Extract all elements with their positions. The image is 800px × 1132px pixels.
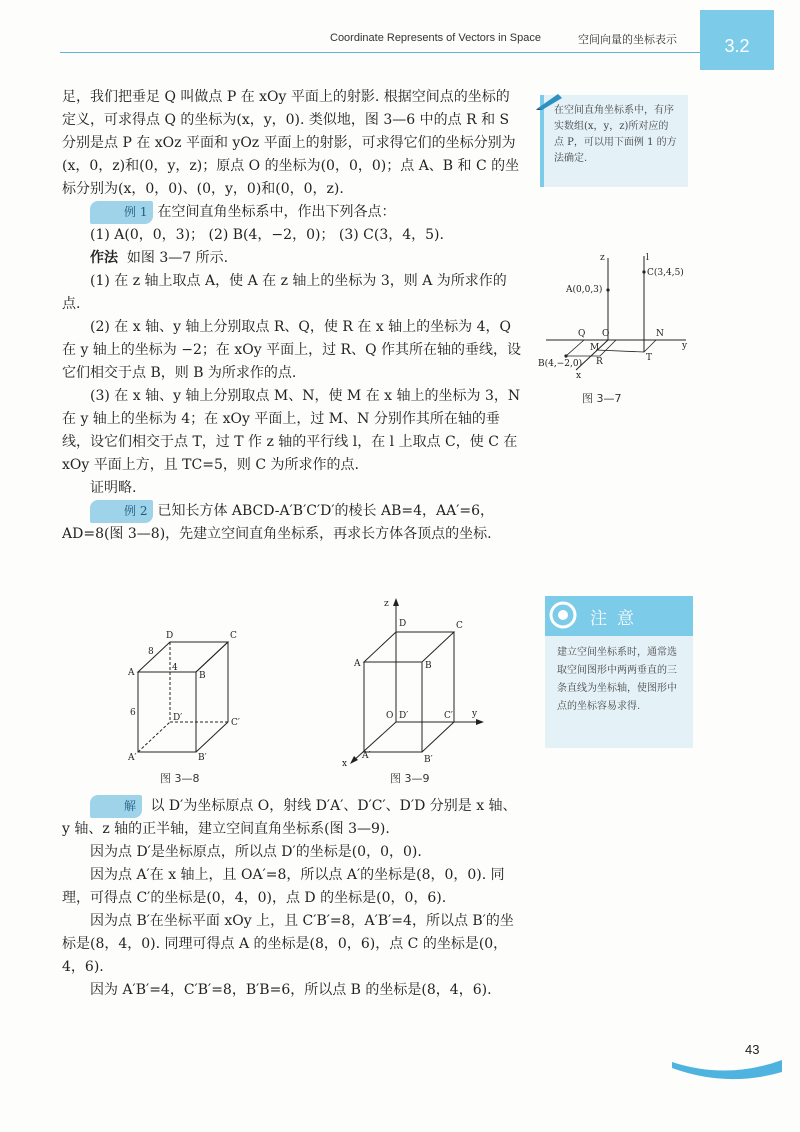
fig39-label-d: D xyxy=(399,619,407,629)
solution-text-4: 因为点 B′在坐标平面 xOy 上，且 C′B′=8，A′B′=4，所以点 B′的坐标是(8，4，0). 同理可得点 A 的坐标是(8，0，6)，点 C 的坐标是(0，4，6). xyxy=(62,913,514,975)
fig38-edge-bc xyxy=(196,642,228,672)
fig37-point-c xyxy=(642,270,645,273)
fig37-label-z: z xyxy=(600,253,605,263)
header-title-en: Coordinate Represents of Vectors in Space xyxy=(330,32,541,44)
page-number: 43 xyxy=(745,1042,760,1057)
pen-icon xyxy=(536,90,566,110)
solution-text-2: 因为点 D′是坐标原点，所以点 D′的坐标是(0，0，0). xyxy=(90,844,422,860)
fig38-edge-bc-bottom xyxy=(196,722,228,752)
method-step2: (2) 在 x 轴、y 轴上分别取点 R、Q，使 R 在 x 轴上的坐标为 4，Q 在 y 轴上的坐标为 −2；在 xOy 平面上，过 R、Q 作其所在轴的垂线，设它们相交于点 B，则 B 为所求作的点. xyxy=(62,319,521,381)
fig38-label-bp: B′ xyxy=(198,753,207,763)
fig37-label-y: y xyxy=(682,341,688,351)
fig39-label-bp: B′ xyxy=(424,755,433,765)
fig39-top-face xyxy=(364,632,454,662)
main-text-top xyxy=(62,86,522,546)
fig39-label-y: y xyxy=(472,709,478,719)
side-tip-text: 在空间直角坐标系中，有序实数组(x，y，z)所对应的点 P，可以用下面例 1 的方法确定. xyxy=(554,105,677,164)
fig39-caption: 图 3—9 xyxy=(390,772,430,785)
fig38-label-a: A xyxy=(128,668,135,678)
fig38-label-c: C xyxy=(230,631,237,641)
example2-label: 例 2 xyxy=(90,500,153,523)
fig39-edge-bc xyxy=(422,722,454,752)
fig39-x-axis xyxy=(352,722,396,762)
note-title: 注意 xyxy=(590,609,644,629)
fig37-label-b: B(4,−2,0) xyxy=(538,359,583,369)
figure-3-9 xyxy=(340,596,490,771)
fig37-label-r: R xyxy=(596,357,603,367)
fig39-label-z: z xyxy=(384,599,389,609)
example2-intro xyxy=(62,500,522,546)
fig39-label-cp: C′ xyxy=(444,711,453,721)
method-step1: (1) 在 z 轴上取点 A，使 A 在 z 轴上的坐标为 3，则 A 为所求作的点. xyxy=(62,273,507,312)
page-number-swoosh xyxy=(672,1058,782,1080)
fig37-label-q: Q xyxy=(578,329,586,339)
fig39-label-o: O xyxy=(386,711,394,721)
example2-text: 已知长方体 ABCD-A′B′C′D′的棱长 AB=4，AA′=6，AD=8(图 3—8)，先建立空间直角坐标系，再求长方体各顶点的坐标. xyxy=(62,503,495,542)
method-label: 作法 xyxy=(90,250,118,266)
fig37-t-projection xyxy=(596,340,656,352)
fig39-label-ap: A′ xyxy=(362,751,371,761)
method-line xyxy=(62,247,522,270)
fig39-label-a: A xyxy=(354,659,361,669)
fig37-label-c: C(3,4,5) xyxy=(647,268,684,278)
fig38-caption: 图 3—8 xyxy=(160,772,200,785)
fig38-label-ap: A′ xyxy=(128,753,137,763)
fig39-z-arrow xyxy=(393,598,399,606)
method-step3: (3) 在 x 轴、y 轴上分别取点 M、N，使 M 在 x 轴上的坐标为 3，N 在 y 轴上的坐标为 4；在 xOy 平面上，过 M、N 分别作其所在轴的垂线，设它们相交于点 T，过 T 作 z 轴的平行线 l，在 l 上取点 C，使 C 在 xOy 平面上方，且 TC=5，则 C 为所求作的点. xyxy=(62,388,521,473)
example1-label: 例 1 xyxy=(90,201,153,224)
solution-text-5: 因为 A′B′=4，C′B′=8，B′B=6，所以点 B 的坐标是(8，4，6). xyxy=(90,982,492,998)
solution-text-3: 因为点 A′在 x 轴上，且 OA′=8，所以点 A′的坐标是(8，0，0). 同理，可得点 C′的坐标是(0，4，0)，点 D 的坐标是(0，0，6). xyxy=(62,867,505,906)
fig39-front-face xyxy=(364,662,422,752)
fig38-label-d: D xyxy=(166,631,174,641)
fig37-label-t: T xyxy=(646,353,653,363)
fig38-edge-ad xyxy=(138,722,170,752)
fig37-label-x: x xyxy=(576,371,582,380)
fig37-point-a xyxy=(606,288,609,291)
fig39-label-x: x xyxy=(342,759,348,769)
fig38-front-face xyxy=(138,672,196,752)
fig38-edge-label-4: 4 xyxy=(172,663,178,673)
solution-text-1: 以 D′为坐标原点 O，射线 D′A′、D′C′、D′D 分别是 x 轴、y 轴、z 轴的正半轴，建立空间直角坐标系(图 3—9). xyxy=(62,798,517,837)
header-rule xyxy=(60,52,700,53)
fig39-label-dp: D′ xyxy=(399,711,409,721)
fig37-caption: 图 3—7 xyxy=(582,392,622,405)
fig37-label-o: O xyxy=(602,329,610,339)
target-icon xyxy=(548,600,578,630)
method-text: 如图 3—7 所示. xyxy=(126,250,229,266)
section-badge: 3.2 xyxy=(700,10,774,70)
main-text-solution xyxy=(62,795,522,1002)
fig37-point-b xyxy=(564,354,567,357)
fig39-y-arrow xyxy=(476,719,484,725)
paragraph-projection: 足，我们把垂足 Q 叫做点 P 在 xOy 平面上的射影. 根据空间点的坐标的定义，可求得点 Q 的坐标为(x，y，0). 类似地，图 3—6 中的点 R 和 S 分别是点 P 在 xOz 平面和 yOz 平面上的射影，可求得它们的坐标分别为(x，0，z)和(0，y，z)；原点 O 的坐标为(0，0，0)；点 A、B 和 C 的坐标分别为(x，0，0)、(0，y，0)和(0，0，z). xyxy=(62,89,520,197)
example1-text: 在空间直角坐标系中，作出下列各点： xyxy=(157,204,396,220)
solution-intro xyxy=(62,795,522,841)
example1-intro xyxy=(62,201,522,224)
fig39-label-c: C xyxy=(456,621,463,631)
fig38-edge-label-6: 6 xyxy=(130,708,136,718)
fig38-label-dp: D′ xyxy=(173,713,183,723)
figure-3-7 xyxy=(536,250,696,380)
fig38-edge-label-8: 8 xyxy=(148,647,154,657)
header-title-zh: 空间向量的坐标表示 xyxy=(578,33,677,46)
example1-points: (1) A(0，0，3)； (2) B(4，−2，0)； (3) C(3，4，5). xyxy=(90,227,444,243)
fig37-label-n: N xyxy=(656,329,664,339)
solution-label: 解 xyxy=(90,795,142,818)
fig38-label-cp: C′ xyxy=(231,718,240,728)
fig37-label-m: M xyxy=(590,343,600,353)
note-body: 建立空间坐标系时，通常选取空间图形中两两垂直的三条直线为坐标轴，使图形中点的坐标容易求得. xyxy=(545,636,693,748)
fig38-label-b: B xyxy=(199,671,206,681)
fig39-label-b: B xyxy=(425,661,432,671)
fig37-label-l: l xyxy=(646,253,649,263)
figure-3-8 xyxy=(110,620,260,770)
fig37-label-a: A(0,0,3) xyxy=(566,285,603,295)
proof-omitted: 证明略. xyxy=(90,480,137,496)
